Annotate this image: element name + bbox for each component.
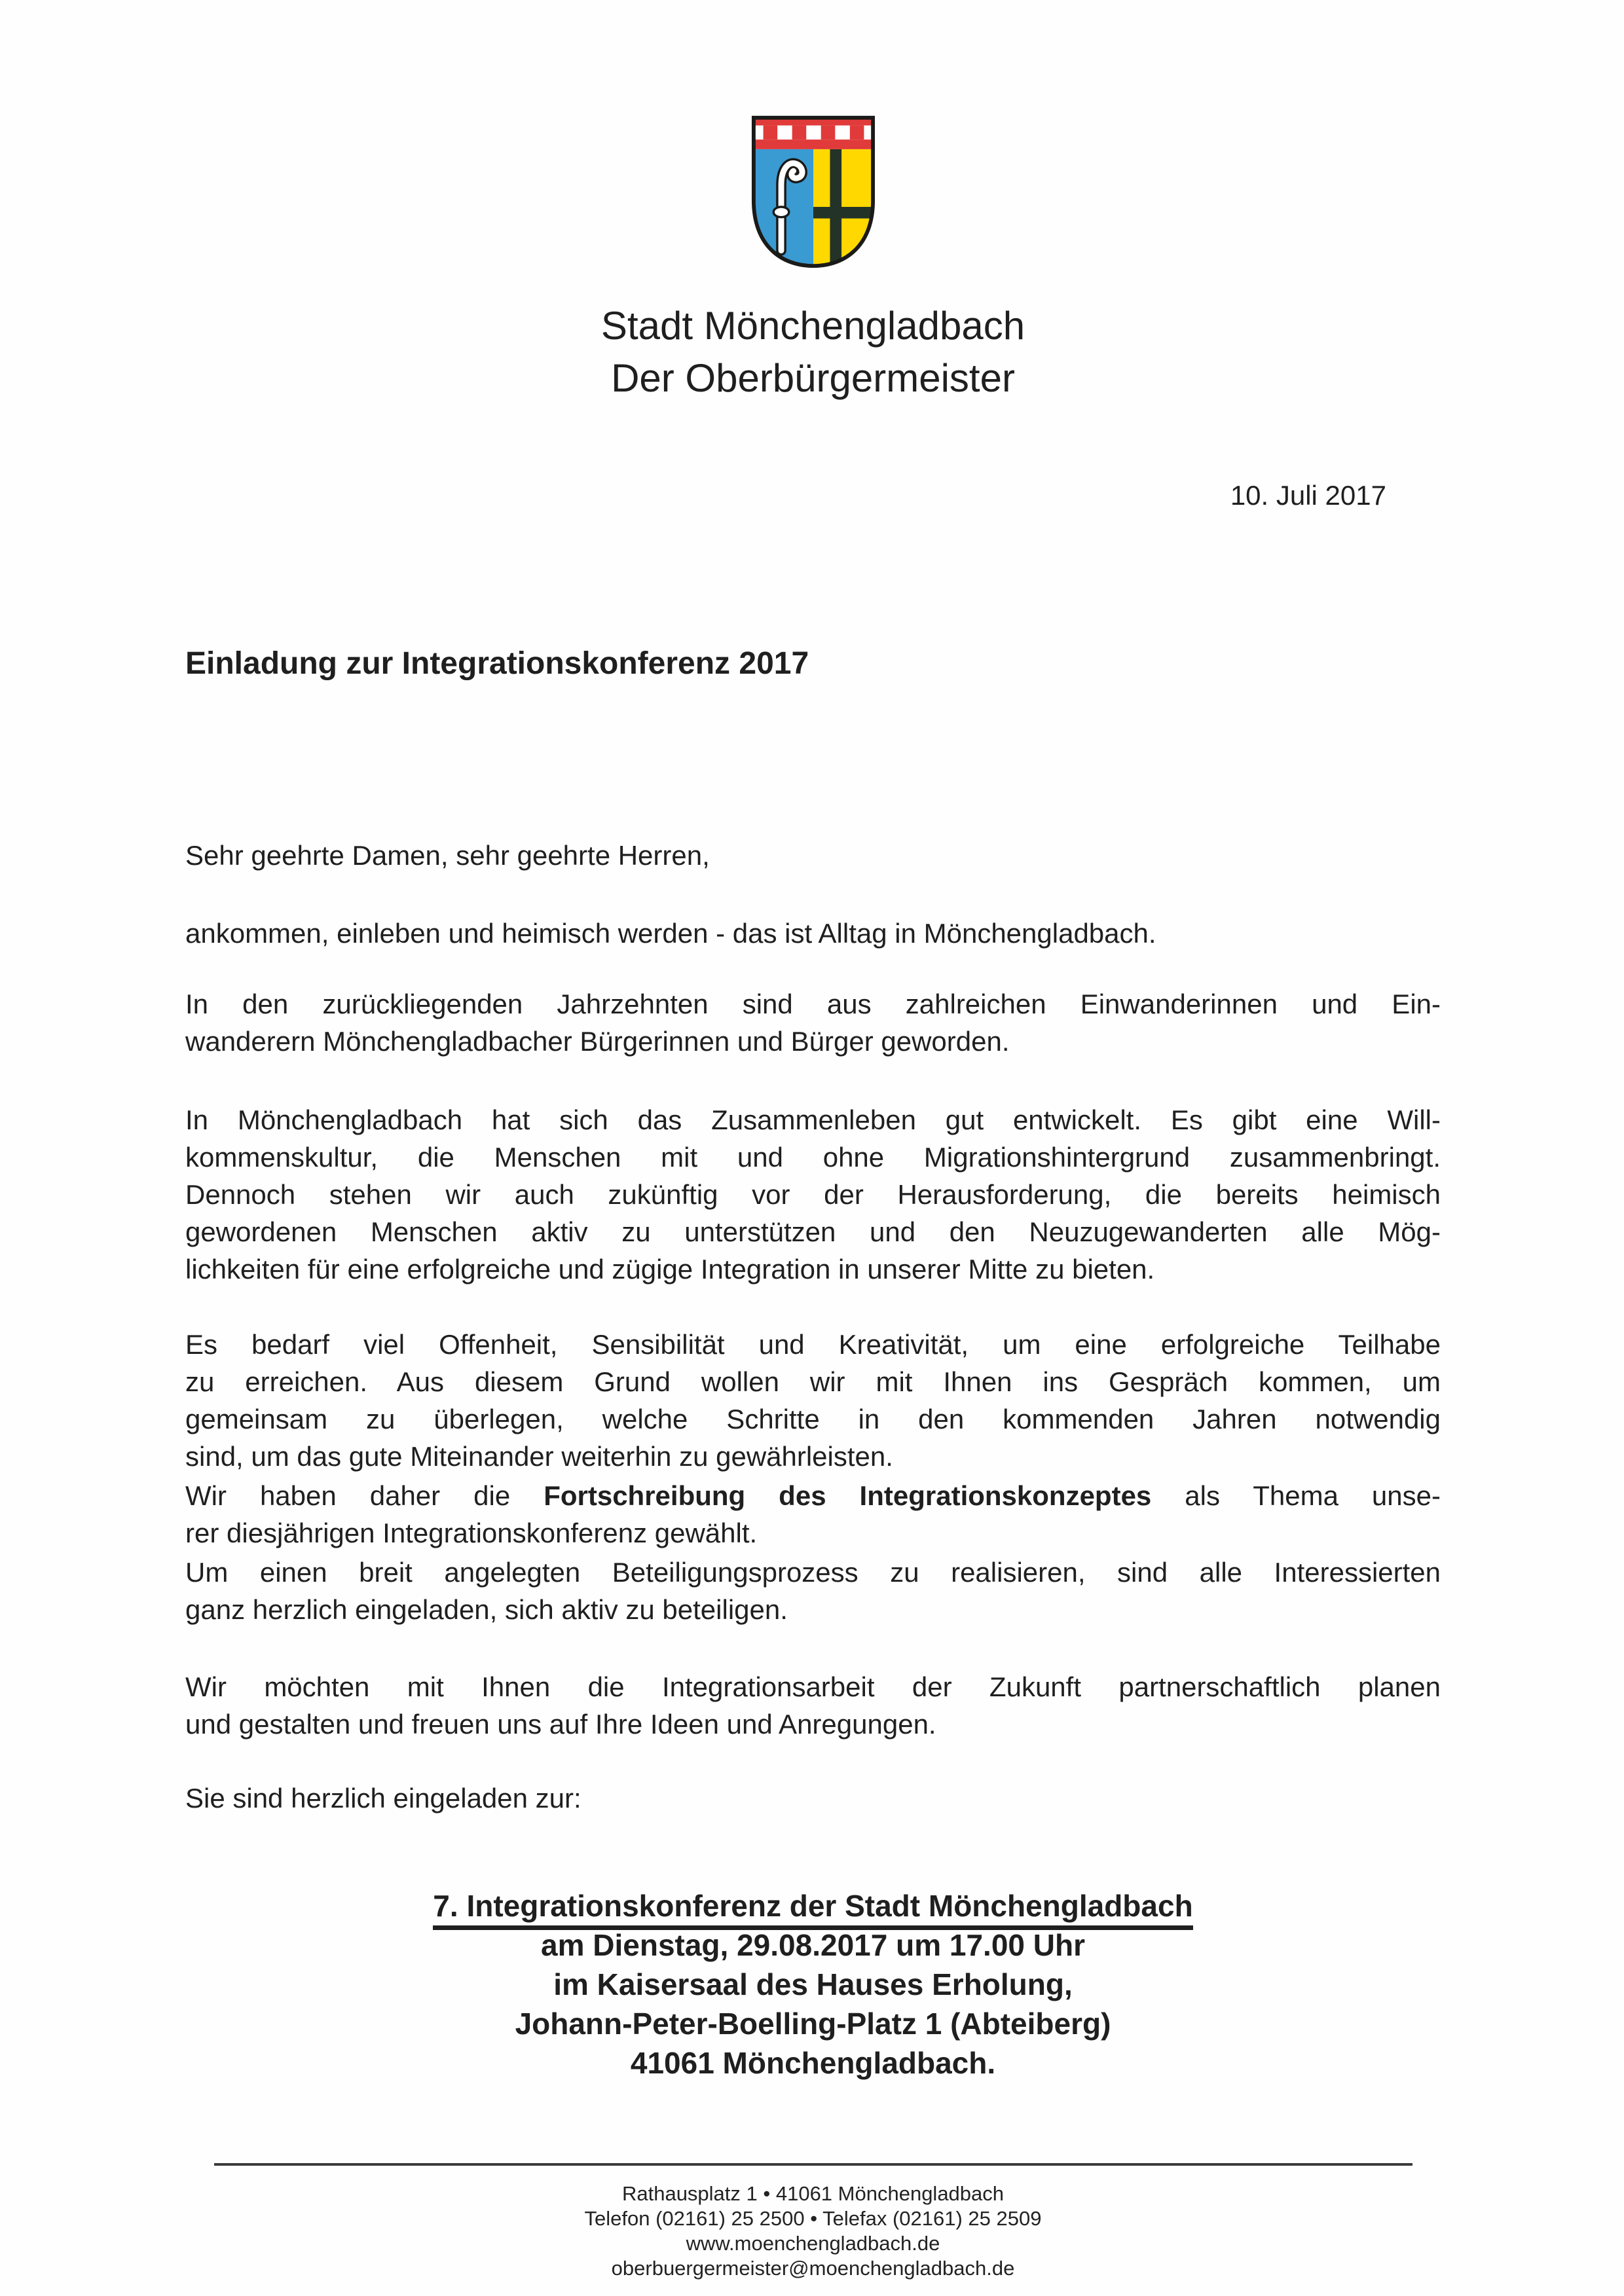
text-line: wanderern Mönchengladbacher Bürgerinnen und Bürger geworden. [185,1026,1010,1057]
text-line: Um einen breit angelegten Beteiligungsprozess zu realisieren, sind alle Interessierten [185,1557,1441,1588]
sender-header [185,300,1441,405]
paragraph [185,1554,1441,1628]
crosier-knob [773,207,789,217]
text-line: ganz herzlich eingeladen, sich aktiv zu beteiligen. [185,1594,788,1625]
footer-phone-fax-line: Telefon (02161) 25 2500 • Telefax (02161) 25 2509 [584,2207,1042,2230]
text-line: Wir möchten mit Ihnen die Integrationsarbeit der Zukunft partnerschaftlich planen [185,1671,1441,1702]
text-line: gewordenen Menschen aktiv zu unterstützen und den Neuzugewanderten alle Mög- [185,1216,1441,1247]
sender-office: Der Oberbürgermeister [611,356,1015,400]
crenel-tooth [763,126,777,140]
paragraph [185,1779,1441,1817]
text-line: Sie sind herzlich eingeladen zur: [185,1783,581,1813]
footer-divider [214,2163,1412,2166]
text-line: zu erreichen. Aus diesem Grund wollen wir mit Ihnen ins Gespräch kommen, um [185,1366,1441,1397]
letter-date: 10. Juli 2017 [1230,480,1386,511]
letter-body [185,837,1441,1817]
text-line: ankommen, einleben und heimisch werden - das ist Alltag in Mönchengladbach. [185,918,1156,949]
invitation-title-line [185,1886,1441,1925]
text-line: In Mönchengladbach hat sich das Zusammenleben gut entwickelt. Es gibt eine Will- [185,1104,1441,1135]
text-line: In den zurückliegenden Jahrzehnten sind aus zahlreichen Einwanderinnen und Ein- [185,989,1441,1019]
text-line: sind, um das gute Miteinander weiterhin zu gewährleisten. [185,1441,893,1472]
text-line: Wir haben daher die Fortschreibung des Integrationskonzeptes als Thema unse- [185,1480,1441,1511]
paragraph [185,1326,1441,1475]
coat-of-arms-icon [749,113,877,270]
invitation-address-line: Johann-Peter-Boelling-Platz 1 (Abteiberg) [515,2007,1111,2041]
subject-line: Einladung zur Integrationskonferenz 2017 [185,646,809,681]
text-line: Sehr geehrte Damen, sehr geehrte Herren, [185,840,710,871]
text-line: und gestalten und freuen uns auf Ihre Ideen und Anregungen. [185,1709,936,1740]
paragraph [185,837,1441,874]
text-line: kommenskultur, die Menschen mit und ohne Migrationshintergrund zusammenbringt. [185,1142,1441,1173]
crenel-tooth [821,126,835,140]
paragraph [185,1477,1441,1552]
text-line: rer diesjährigen Integrationskonferenz gewählt. [185,1518,758,1548]
sender-org-name: Stadt Mönchengladbach [600,304,1025,348]
text-line: Es bedarf viel Offenheit, Sensibilität und Kreativität, um eine erfolgreiche Teilhabe [185,1329,1441,1360]
text-line: lichkeiten für eine erfolgreiche und zügige Integration in unserer Mitte zu bieten. [185,1254,1155,1285]
paragraph [185,1101,1441,1288]
footer-address-line: Rathausplatz 1 • 41061 Mönchengladbach [621,2182,1005,2205]
crenel-tooth [849,126,864,140]
invitation-block [185,1886,1441,2083]
footer-website: www.moenchengladbach.de [686,2232,940,2255]
invitation-venue-line: im Kaisersaal des Hauses Erholung, [553,1967,1073,2001]
text-line: Dennoch stehen wir auch zukünftig vor der Herausforderung, die bereits heimisch [185,1179,1441,1210]
invitation-title-underlined: 7. Integrationskonferenz der Stadt Mönchengladbach [433,1889,1192,1930]
paragraph [185,985,1441,1060]
crenel-tooth [792,126,806,140]
paragraph [185,1668,1441,1743]
invitation-city-line: 41061 Mönchengladbach. [630,2046,996,2080]
text-line: gemeinsam zu überlegen, welche Schritte in den kommenden Jahren notwendig [185,1404,1441,1434]
cross-horizontal [813,207,877,219]
invitation-date-line: am Dienstag, 29.08.2017 um 17.00 Uhr [541,1928,1085,1962]
footer-email: oberbuergermeister@moenchengladbach.de [611,2257,1015,2280]
letter-footer [185,2181,1441,2281]
paragraph [185,915,1441,952]
